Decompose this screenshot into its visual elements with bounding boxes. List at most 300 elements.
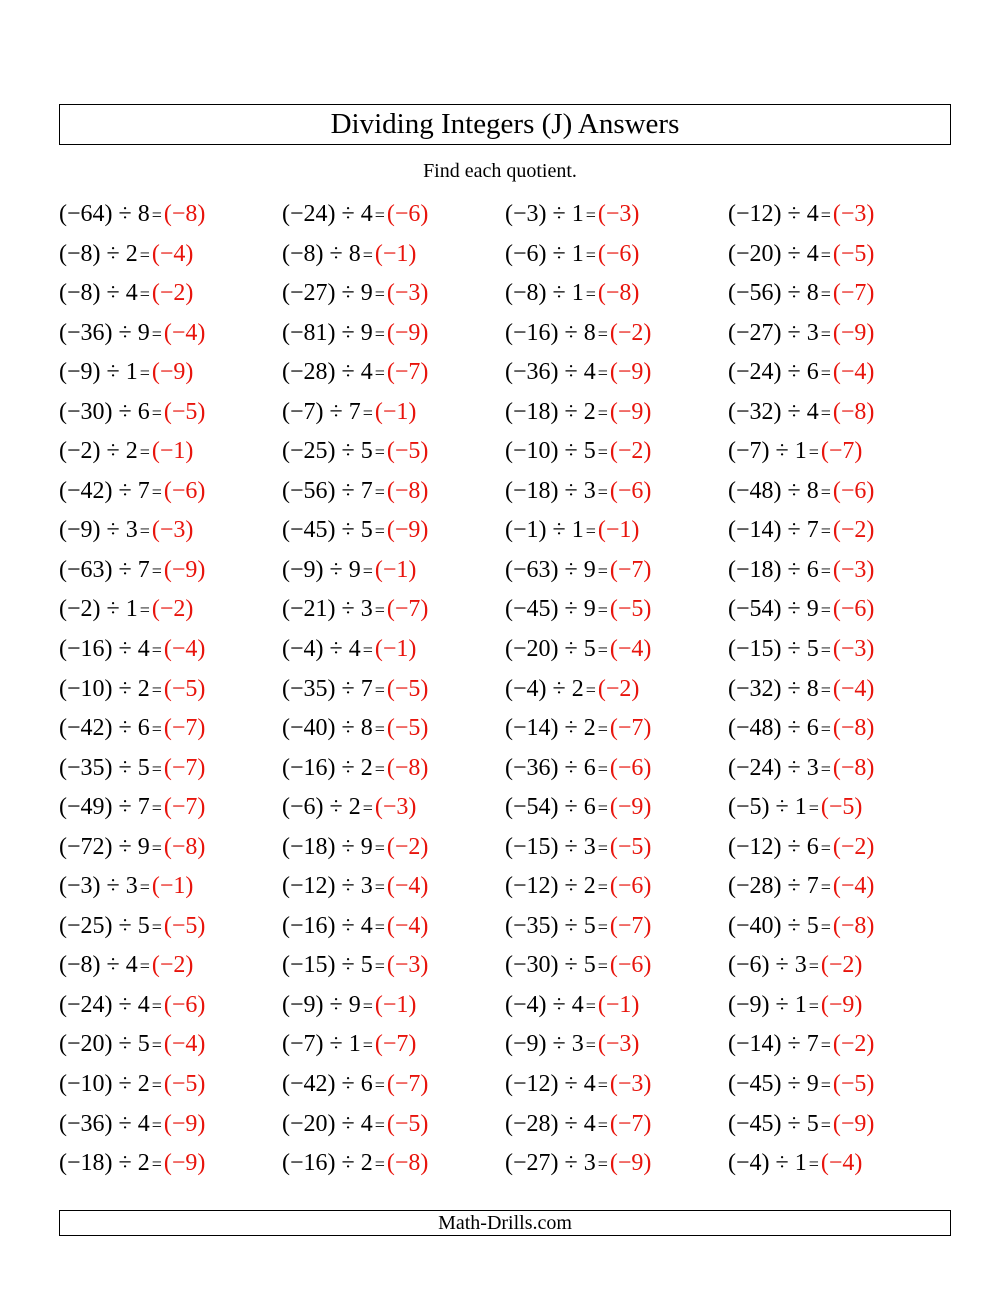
problem-question: (−42) ÷ 6	[59, 715, 150, 742]
problem-question: (−32) ÷ 8	[728, 675, 819, 702]
problem-row	[59, 551, 951, 591]
problem-question: (−18) ÷ 9	[282, 833, 373, 860]
problem-answer: (−8)	[832, 754, 875, 781]
problem-row	[59, 1144, 951, 1184]
problem-question: (−20) ÷ 5	[59, 1031, 150, 1058]
problem-question: (−28) ÷ 4	[505, 1110, 596, 1137]
problem-question: (−10) ÷ 2	[59, 1071, 150, 1098]
problem-question: (−15) ÷ 5	[282, 952, 373, 979]
problem-answer: (−5)	[820, 794, 863, 821]
problem-question: (−32) ÷ 4	[728, 398, 819, 425]
equals-sign: =	[151, 995, 162, 1016]
problem-answer: (−3)	[597, 1031, 640, 1058]
problem-question: (−24) ÷ 6	[728, 359, 819, 386]
problem-question: (−8) ÷ 4	[59, 952, 138, 979]
problem-row	[59, 1105, 951, 1145]
equals-sign: =	[151, 798, 162, 819]
problem-question: (−18) ÷ 2	[505, 398, 596, 425]
equals-sign: =	[585, 284, 596, 305]
equals-sign: =	[820, 402, 831, 423]
page-title: Dividing Integers (J) Answers	[330, 108, 680, 140]
problem-item	[505, 511, 639, 551]
equals-sign: =	[820, 1114, 831, 1135]
problem-question: (−9) ÷ 3	[505, 1031, 584, 1058]
problem-answer: (−8)	[597, 280, 640, 307]
problem-question: (−42) ÷ 6	[282, 1071, 373, 1098]
problem-item	[282, 670, 428, 710]
problem-question: (−3) ÷ 3	[59, 873, 138, 900]
problem-answer: (−4)	[163, 319, 206, 346]
equals-sign: =	[374, 481, 385, 502]
problem-answer: (−9)	[386, 517, 429, 544]
problem-item	[505, 393, 651, 433]
problem-item	[505, 314, 651, 354]
problem-item	[505, 828, 651, 868]
equals-sign: =	[374, 719, 385, 740]
problem-answer: (−9)	[832, 319, 875, 346]
problem-question: (−27) ÷ 3	[728, 319, 819, 346]
problem-question: (−48) ÷ 6	[728, 715, 819, 742]
problem-item	[728, 195, 874, 235]
problem-item	[505, 630, 651, 670]
problem-question: (−25) ÷ 5	[282, 438, 373, 465]
equals-sign: =	[139, 363, 150, 384]
equals-sign: =	[820, 719, 831, 740]
problem-question: (−48) ÷ 8	[728, 477, 819, 504]
problem-answer: (−7)	[609, 556, 652, 583]
problem-row	[59, 867, 951, 907]
problem-item	[728, 353, 874, 393]
problem-answer: (−7)	[820, 438, 863, 465]
problem-question: (−72) ÷ 9	[59, 833, 150, 860]
problem-item	[59, 1065, 205, 1105]
problem-question: (−81) ÷ 9	[282, 319, 373, 346]
problem-item	[282, 590, 428, 630]
problem-item	[505, 788, 651, 828]
problem-answer: (−4)	[386, 873, 429, 900]
equals-sign: =	[362, 1035, 373, 1056]
problem-question: (−8) ÷ 2	[59, 240, 138, 267]
problem-item	[728, 946, 862, 986]
equals-sign: =	[374, 1114, 385, 1135]
problem-answer: (−2)	[820, 952, 863, 979]
problem-item	[728, 235, 874, 275]
problem-answer: (−4)	[832, 675, 875, 702]
problem-answer: (−8)	[163, 201, 206, 227]
problem-question: (−45) ÷ 5	[282, 517, 373, 544]
problem-question: (−24) ÷ 4	[282, 201, 373, 227]
equals-sign: =	[820, 481, 831, 502]
problem-question: (−4) ÷ 4	[282, 636, 361, 663]
equals-sign: =	[151, 1075, 162, 1096]
equals-sign: =	[151, 640, 162, 661]
problem-item	[505, 1144, 651, 1184]
problem-item	[282, 1144, 428, 1184]
problem-answer: (−7)	[609, 715, 652, 742]
problem-question: (−10) ÷ 2	[59, 675, 150, 702]
problem-item	[59, 472, 205, 512]
problem-item	[728, 511, 874, 551]
footer-text: Math-Drills.com	[438, 1212, 572, 1234]
problem-item	[59, 946, 193, 986]
problem-answer: (−8)	[386, 754, 429, 781]
problem-question: (−45) ÷ 9	[728, 1071, 819, 1098]
problem-answer: (−5)	[163, 398, 206, 425]
problem-answer: (−9)	[163, 556, 206, 583]
problem-item	[59, 986, 205, 1026]
problem-question: (−16) ÷ 8	[505, 319, 596, 346]
problem-row	[59, 907, 951, 947]
equals-sign: =	[820, 284, 831, 305]
problem-question: (−2) ÷ 1	[59, 596, 138, 623]
problem-item	[505, 353, 651, 393]
problem-item	[59, 828, 205, 868]
equals-sign: =	[597, 837, 608, 858]
problem-question: (−3) ÷ 1	[505, 201, 584, 227]
problem-item	[59, 670, 205, 710]
problem-question: (−27) ÷ 9	[282, 280, 373, 307]
equals-sign: =	[362, 995, 373, 1016]
instructions: Find each quotient.	[423, 160, 577, 182]
problem-question: (−8) ÷ 1	[505, 280, 584, 307]
problem-row	[59, 472, 951, 512]
equals-sign: =	[808, 995, 819, 1016]
problem-question: (−9) ÷ 3	[59, 517, 138, 544]
equals-sign: =	[374, 205, 385, 225]
problem-question: (−30) ÷ 5	[505, 952, 596, 979]
equals-sign: =	[362, 798, 373, 819]
problem-item	[282, 432, 428, 472]
equals-sign: =	[808, 1154, 819, 1175]
problem-question: (−35) ÷ 5	[505, 912, 596, 939]
problem-item	[282, 1025, 416, 1065]
problem-answer: (−8)	[386, 477, 429, 504]
problem-item	[282, 195, 428, 235]
problem-item	[282, 867, 428, 907]
problem-answer: (−3)	[609, 1071, 652, 1098]
problem-item	[728, 432, 862, 472]
problem-answer: (−1)	[374, 991, 417, 1018]
problem-answer: (−2)	[609, 319, 652, 346]
equals-sign: =	[374, 679, 385, 700]
problem-question: (−40) ÷ 8	[282, 715, 373, 742]
problem-question: (−35) ÷ 5	[59, 754, 150, 781]
problem-question: (−45) ÷ 5	[728, 1110, 819, 1137]
equals-sign: =	[585, 205, 596, 225]
problem-question: (−30) ÷ 6	[59, 398, 150, 425]
problem-answer: (−7)	[386, 596, 429, 623]
problem-question: (−21) ÷ 3	[282, 596, 373, 623]
equals-sign: =	[820, 877, 831, 898]
problem-answer: (−1)	[597, 991, 640, 1018]
equals-sign: =	[374, 758, 385, 779]
equals-sign: =	[597, 719, 608, 740]
equals-sign: =	[597, 481, 608, 502]
problem-item	[728, 867, 874, 907]
problem-question: (−36) ÷ 6	[505, 754, 596, 781]
problem-question: (−54) ÷ 6	[505, 794, 596, 821]
problem-item	[282, 749, 428, 789]
problem-question: (−7) ÷ 1	[282, 1031, 361, 1058]
problem-item	[728, 1144, 862, 1184]
equals-sign: =	[597, 402, 608, 423]
problem-row	[59, 590, 951, 630]
problem-item	[728, 828, 874, 868]
equals-sign: =	[151, 916, 162, 937]
problem-item	[728, 749, 874, 789]
problem-answer: (−1)	[374, 636, 417, 663]
problem-item	[505, 749, 651, 789]
problem-answer: (−5)	[163, 1071, 206, 1098]
problem-item	[505, 867, 651, 907]
problem-item	[505, 590, 651, 630]
problem-answer: (−7)	[609, 912, 652, 939]
problem-item	[505, 195, 639, 235]
problem-question: (−18) ÷ 2	[59, 1150, 150, 1177]
problem-answer: (−3)	[597, 201, 640, 227]
problem-item	[728, 472, 874, 512]
problem-answer: (−2)	[151, 280, 194, 307]
problem-answer: (−1)	[597, 517, 640, 544]
problem-question: (−15) ÷ 5	[728, 636, 819, 663]
problem-answer: (−5)	[163, 912, 206, 939]
equals-sign: =	[597, 1154, 608, 1175]
problem-item	[282, 828, 428, 868]
problem-answer: (−1)	[374, 556, 417, 583]
problem-answer: (−9)	[609, 794, 652, 821]
equals-sign: =	[151, 560, 162, 581]
equals-sign: =	[820, 640, 831, 661]
problem-item	[505, 670, 639, 710]
problem-answer: (−7)	[163, 794, 206, 821]
problem-item	[282, 511, 428, 551]
equals-sign: =	[808, 442, 819, 463]
problem-question: (−45) ÷ 9	[505, 596, 596, 623]
title-box	[59, 104, 951, 145]
problem-answer: (−8)	[832, 398, 875, 425]
equals-sign: =	[820, 363, 831, 384]
problem-item	[59, 235, 193, 275]
problem-item	[728, 670, 874, 710]
problem-question: (−14) ÷ 7	[728, 517, 819, 544]
problem-item	[282, 551, 416, 591]
problem-item	[505, 946, 651, 986]
problem-row	[59, 630, 951, 670]
problem-question: (−6) ÷ 3	[728, 952, 807, 979]
equals-sign: =	[585, 679, 596, 700]
problem-answer: (−9)	[151, 359, 194, 386]
equals-sign: =	[820, 600, 831, 621]
equals-sign: =	[374, 600, 385, 621]
problem-answer: (−3)	[374, 794, 417, 821]
problem-answer: (−4)	[163, 636, 206, 663]
problem-row	[59, 986, 951, 1026]
problem-item	[728, 590, 874, 630]
equals-sign: =	[808, 798, 819, 819]
equals-sign: =	[597, 798, 608, 819]
problem-row	[59, 1025, 951, 1065]
problem-item	[505, 907, 651, 947]
problem-question: (−4) ÷ 2	[505, 675, 584, 702]
problem-question: (−24) ÷ 3	[728, 754, 819, 781]
equals-sign: =	[362, 560, 373, 581]
problem-item	[505, 1105, 651, 1145]
problem-answer: (−1)	[151, 873, 194, 900]
problem-item	[728, 1065, 874, 1105]
problem-item	[59, 551, 205, 591]
problem-answer: (−6)	[832, 596, 875, 623]
problem-question: (−20) ÷ 4	[728, 240, 819, 267]
problem-answer: (−4)	[832, 873, 875, 900]
problem-item	[59, 511, 193, 551]
problem-row	[59, 670, 951, 710]
problem-question: (−24) ÷ 4	[59, 991, 150, 1018]
problem-question: (−28) ÷ 7	[728, 873, 819, 900]
equals-sign: =	[820, 758, 831, 779]
problem-item	[728, 1105, 874, 1145]
problem-question: (−36) ÷ 4	[59, 1110, 150, 1137]
problem-answer: (−2)	[151, 596, 194, 623]
problem-item	[282, 314, 428, 354]
problem-row	[59, 393, 951, 433]
problem-question: (−12) ÷ 4	[728, 201, 819, 227]
problem-item	[59, 1105, 205, 1145]
equals-sign: =	[139, 442, 150, 463]
problem-question: (−2) ÷ 2	[59, 438, 138, 465]
problem-answer: (−5)	[832, 240, 875, 267]
problem-item	[59, 353, 193, 393]
equals-sign: =	[362, 402, 373, 423]
equals-sign: =	[151, 679, 162, 700]
equals-sign: =	[151, 837, 162, 858]
problem-item	[59, 788, 205, 828]
problem-answer: (−5)	[386, 1110, 429, 1137]
problem-answer: (−9)	[163, 1150, 206, 1177]
problem-row	[59, 274, 951, 314]
equals-sign: =	[820, 916, 831, 937]
equals-sign: =	[597, 560, 608, 581]
problem-item	[59, 907, 205, 947]
footer-box	[59, 1210, 951, 1236]
problem-answer: (−2)	[832, 833, 875, 860]
problem-answer: (−6)	[609, 477, 652, 504]
equals-sign: =	[374, 442, 385, 463]
problem-item	[59, 709, 205, 749]
problem-answer: (−4)	[386, 912, 429, 939]
problem-question: (−18) ÷ 3	[505, 477, 596, 504]
problem-answer: (−5)	[386, 438, 429, 465]
problem-answer: (−4)	[820, 1150, 863, 1177]
equals-sign: =	[597, 323, 608, 344]
problem-row	[59, 353, 951, 393]
problem-answer: (−5)	[386, 675, 429, 702]
equals-sign: =	[151, 1114, 162, 1135]
problem-item	[728, 551, 874, 591]
problem-answer: (−7)	[386, 1071, 429, 1098]
problem-answer: (−6)	[163, 477, 206, 504]
equals-sign: =	[139, 521, 150, 542]
problem-item	[728, 1025, 874, 1065]
equals-sign: =	[597, 916, 608, 937]
problem-item	[282, 709, 428, 749]
problem-question: (−4) ÷ 1	[728, 1150, 807, 1177]
equals-sign: =	[820, 1035, 831, 1056]
equals-sign: =	[139, 284, 150, 305]
equals-sign: =	[597, 956, 608, 977]
problem-answer: (−9)	[820, 991, 863, 1018]
problem-item	[505, 472, 651, 512]
equals-sign: =	[151, 205, 162, 225]
problem-answer: (−5)	[163, 675, 206, 702]
equals-sign: =	[585, 244, 596, 265]
problem-question: (−35) ÷ 7	[282, 675, 373, 702]
problem-question: (−1) ÷ 1	[505, 517, 584, 544]
problem-answer: (−5)	[832, 1071, 875, 1098]
problem-item	[505, 1065, 651, 1105]
problem-answer: (−9)	[163, 1110, 206, 1137]
problem-answer: (−8)	[832, 912, 875, 939]
problem-answer: (−2)	[832, 517, 875, 544]
problem-question: (−12) ÷ 2	[505, 873, 596, 900]
problem-item	[282, 1065, 428, 1105]
equals-sign: =	[362, 244, 373, 265]
equals-sign: =	[374, 916, 385, 937]
problem-item	[59, 195, 205, 235]
problem-item	[59, 314, 205, 354]
problem-question: (−36) ÷ 9	[59, 319, 150, 346]
problem-question: (−42) ÷ 7	[59, 477, 150, 504]
equals-sign: =	[151, 719, 162, 740]
problem-item	[282, 630, 416, 670]
problem-question: (−9) ÷ 1	[728, 991, 807, 1018]
problem-answer: (−2)	[609, 438, 652, 465]
problem-answer: (−7)	[163, 715, 206, 742]
problem-answer: (−9)	[609, 359, 652, 386]
problem-row	[59, 314, 951, 354]
problem-item	[59, 393, 205, 433]
problem-answer: (−8)	[163, 833, 206, 860]
problem-question: (−5) ÷ 1	[728, 794, 807, 821]
problem-answer: (−3)	[832, 201, 875, 227]
problem-item	[282, 393, 416, 433]
equals-sign: =	[820, 521, 831, 542]
problem-answer: (−2)	[386, 833, 429, 860]
problem-row	[59, 1065, 951, 1105]
problem-question: (−20) ÷ 4	[282, 1110, 373, 1137]
equals-sign: =	[597, 1114, 608, 1135]
problem-item	[728, 274, 874, 314]
problem-answer: (−6)	[609, 873, 652, 900]
equals-sign: =	[820, 205, 831, 225]
problem-answer: (−1)	[374, 398, 417, 425]
problem-answer: (−2)	[151, 952, 194, 979]
equals-sign: =	[374, 323, 385, 344]
equals-sign: =	[374, 1154, 385, 1175]
equals-sign: =	[374, 363, 385, 384]
equals-sign: =	[597, 758, 608, 779]
equals-sign: =	[374, 1075, 385, 1096]
problem-row	[59, 828, 951, 868]
problem-item	[59, 749, 205, 789]
equals-sign: =	[585, 521, 596, 542]
equals-sign: =	[820, 323, 831, 344]
problem-question: (−40) ÷ 5	[728, 912, 819, 939]
problem-item	[282, 788, 416, 828]
problem-item	[505, 432, 651, 472]
problem-row	[59, 709, 951, 749]
problem-item	[282, 274, 428, 314]
equals-sign: =	[808, 956, 819, 977]
